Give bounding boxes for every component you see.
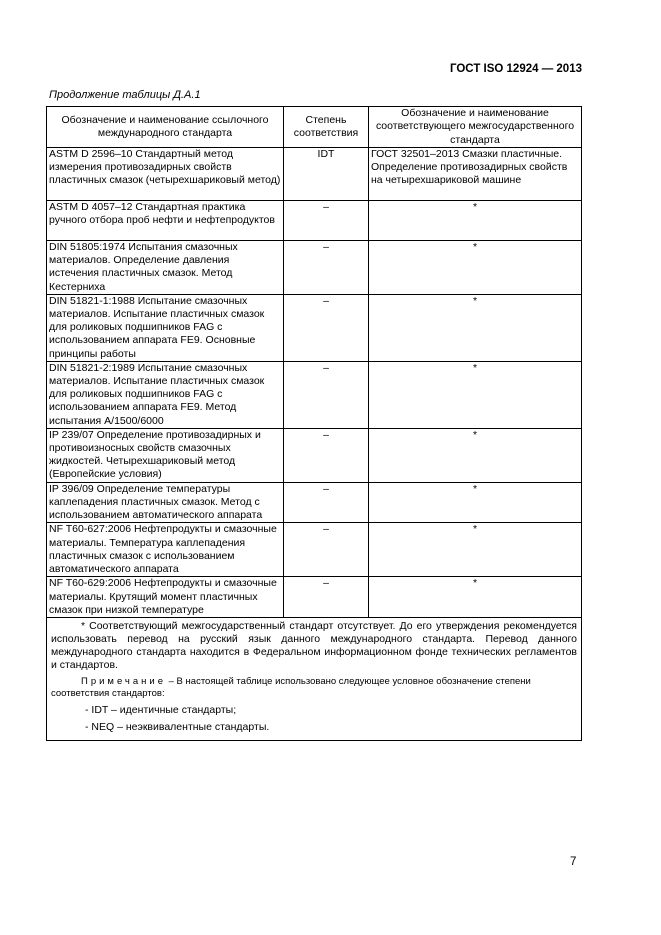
column-header-interstate: Обозначение и наименование соответствующего межгосударственного стандарта xyxy=(369,107,582,148)
intl-standard-cell: NF T60-629:2006 Нефтепродукты и смазочные материалы. Крутящий момент пластичных смазок при низкой температуре xyxy=(47,577,284,618)
table-header-row xyxy=(47,107,582,148)
document-header: ГОСТ ISO 12924 — 2013 xyxy=(449,63,582,75)
degree-cell: – xyxy=(284,577,369,618)
intl-standard-cell: IP 239/07 Определение противозадирных и противоизносных свойств смазочных жидкостей. Четырехшариковый метод (Европейские условия) xyxy=(47,428,284,482)
degree-cell: – xyxy=(284,201,369,241)
table-row xyxy=(47,201,582,241)
standards-table xyxy=(46,106,582,741)
table-row xyxy=(47,148,582,201)
table-row xyxy=(47,523,582,577)
interstate-standard-cell: * xyxy=(369,482,582,523)
notes-row xyxy=(47,618,582,741)
intl-standard-cell: DIN 51821-1:1988 Испытание смазочных материалов. Испытание пластичных смазок для роликовых подшипников FAG с использованием аппарата FE9. Основные принципы работы xyxy=(47,294,284,361)
interstate-standard-cell: * xyxy=(369,523,582,577)
intl-standard-cell: NF T60-627:2006 Нефтепродукты и смазочные материалы. Температура каплепадения пластичных смазок с использованием автоматического аппарата xyxy=(47,523,284,577)
remark-text: – В настоящей таблице использовано следующее условное обозначение степени соответствия стандартов: xyxy=(51,676,531,700)
degree-cell: – xyxy=(284,482,369,523)
notes-cell xyxy=(47,618,582,741)
intl-standard-cell: DIN 51821-2:1989 Испытание смазочных материалов. Испытание пластичных смазок для роликовых подшипников FAG с использованием аппарата FE9. Метод испытания A/1500/6000 xyxy=(47,361,284,428)
degree-cell: – xyxy=(284,428,369,482)
table-row xyxy=(47,577,582,618)
table-row xyxy=(47,428,582,482)
table-row xyxy=(47,482,582,523)
table-row xyxy=(47,361,582,428)
interstate-standard-cell: * xyxy=(369,361,582,428)
interstate-standard-cell: * xyxy=(369,428,582,482)
interstate-standard-cell: * xyxy=(369,201,582,241)
intl-standard-cell: DIN 51805:1974 Испытания смазочных материалов. Определение давления истечения пластичных смазок. Метод Кестерниха xyxy=(47,241,284,295)
interstate-standard-cell: * xyxy=(369,577,582,618)
page-number: 7 xyxy=(570,856,577,868)
footnote-text: * Соответствующий межгосударственный стандарт отсутствует. До его утверждения рекомендуется использовать перевод на русский язык данного международного стандарта. Перевод данного международного стандарта находится в Федеральном информационном фонде технических регламентов и стандартов. xyxy=(51,620,577,672)
abbreviation-idt: - IDT – идентичные стандарты; xyxy=(85,704,237,717)
intl-standard-cell: ASTM D 2596–10 Стандартный метод измерения противозадирных свойств пластичных смазок (четырехшариковый метод) xyxy=(47,148,284,201)
interstate-standard-cell: * xyxy=(369,241,582,295)
degree-cell: – xyxy=(284,294,369,361)
interstate-standard-cell: * xyxy=(369,294,582,361)
table-caption: Продолжение таблицы Д.А.1 xyxy=(49,89,201,101)
remark-label: Примечание xyxy=(81,676,166,688)
table-row xyxy=(47,241,582,295)
table-row xyxy=(47,294,582,361)
intl-standard-cell: IP 396/09 Определение температуры каплепадения пластичных смазок. Метод с использованием автоматического аппарата xyxy=(47,482,284,523)
degree-cell: – xyxy=(284,241,369,295)
degree-cell: – xyxy=(284,361,369,428)
column-header-degree: Степень соответствия xyxy=(284,107,369,148)
degree-cell: – xyxy=(284,523,369,577)
interstate-standard-cell: ГОСТ 32501–2013 Смазки пластичные. Определение противозадирных свойств на четырехшариковой машине xyxy=(369,148,582,201)
abbreviation-neq: - NEQ – неэквивалентные стандарты. xyxy=(85,721,270,734)
intl-standard-cell: ASTM D 4057–12 Стандартная практика ручного отбора проб нефти и нефтепродуктов xyxy=(47,201,284,241)
remark xyxy=(51,676,577,700)
degree-cell: IDT xyxy=(284,148,369,201)
column-header-international: Обозначение и наименование ссылочного международного стандарта xyxy=(47,107,284,148)
